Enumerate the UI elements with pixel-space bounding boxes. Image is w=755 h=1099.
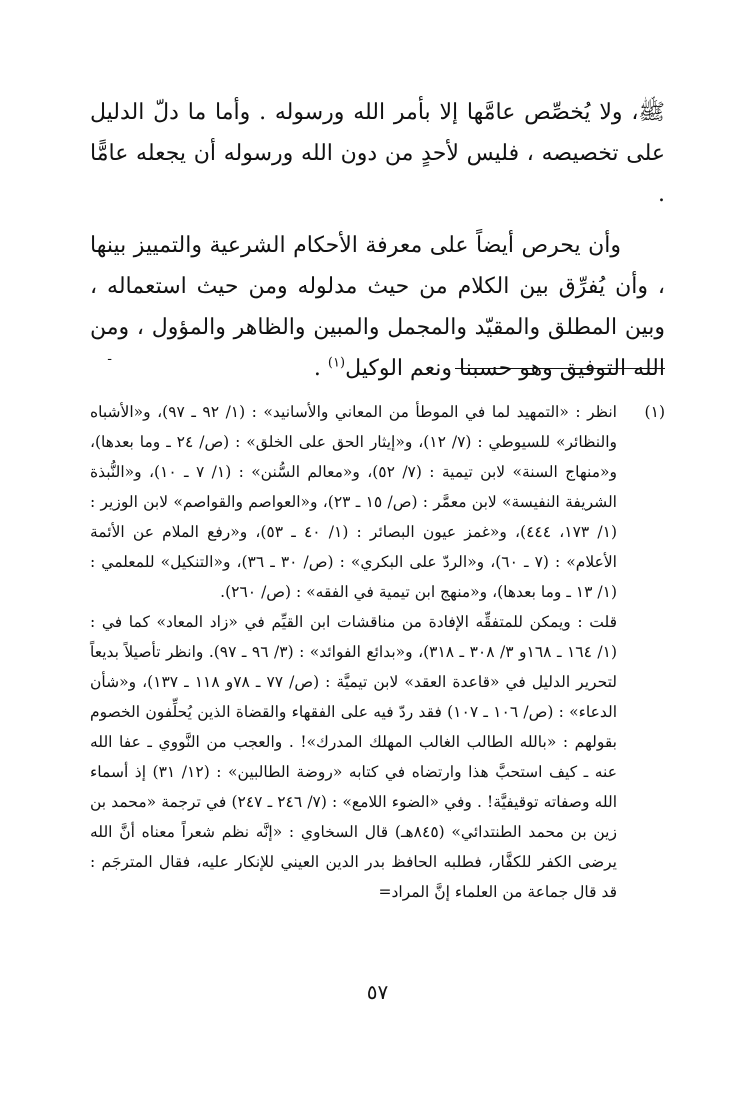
- footnote-paragraph-2: قلت : ويمكن للمتفقِّه الإفادة من مناقشات ابن القيِّم في «زاد المعاد» كما في : (١/ ١٦٤ ـ ١٦٨و ٣/ ٣٠٨ ـ ٣١٨)، و«بدائع الفوائد» : (٣/ ٩٦ ـ ٩٧). وانظر تأصيلاً بديعاً لتحرير الدليل في «قاعدة العقد» لابن تيميَّة : (ص/ ٧٧ ـ ٧٨و ١١٨ ـ ١٣٧)، و«شأن الدعاء» : (ص/ ١٠٦ ـ ١٠٧) فقد ردّ فيه على الفقهاء والقضاة الذين يُحلِّفون الخصوم بقولهم : «بالله الطالب الغالب المهلك المدرك»! . والعجب من النَّووي ـ عفا الله عنه ـ كيف استحبَّ هذا وارتضاه في كتابه «روضة الطالبين» : (١٢/ ٣١) إذ أسماء الله وصفاته توقيفيَّة! . وفي «الضوء اللامع» : (٧/ ٢٤٦ ـ ٢٤٧) في ترجمة «محمد بن زين بن محمد الطنتدائي» (٨٤٥هـ) قال السخاوي : «إنَّه نظم شعراً معناه أنَّ الله يرضى الكفر للكفَّار، فطلبه الحافظ بدر الدين العيني للإنكار عليه، فقال المترجَم : قد قال جماعة من العلماء إنَّ المراد=: [90, 613, 618, 901]
- main-paragraph-2: [90, 225, 665, 389]
- footnotes: [90, 397, 665, 907]
- footnote-number: (١): [644, 403, 665, 421]
- footnote-1: [90, 397, 665, 907]
- footnote-separator: [455, 368, 665, 369]
- page-number: ٥٧: [366, 980, 389, 1004]
- margin-mark: -: [107, 351, 112, 367]
- footnote-paragraph-1: انظر : «التمهيد لما في الموطأ من المعاني والأسانيد» : (١/ ٩٢ ـ ٩٧)، و«الأشباه والنظائر» للسيوطي : (٧/ ١٢)، و«إيثار الحق على الخلق» : (ص/ ٢٤ ـ وما بعدها)، و«منهاج السنة» لابن تيمية : (٧/ ٥٢)، و«معالم السُّنن» : (١/ ٧ ـ ١٠)، و«النُّبذة الشريفة النفيسة» لابن معمَّر : (ص/ ١٥ ـ ٢٣)، و«العواصم والقواصم» لابن الوزير : (١/ ١٧٣، ٤٤٤)، و«غمز عيون البصائر : (١/ ٤٠ ـ ٥٣)، و«رفع الملام عن الأئمة الأعلام» : (٧ ـ ٦٠)، و«الردّ على البكري» : (ص/ ٣٠ ـ ٣٦)، و«التنكيل» للمعلمي : (١/ ١٣ ـ وما بعدها)، و«منهج ابن تيمية في الفقه» : (ص/ ٢٦٠).: [90, 403, 618, 601]
- paragraph-end-mark: .: [313, 356, 321, 381]
- main-paragraph-1: ﷺ، ولا يُخصِّص عامَّها إلا بأمر الله ورسوله . وأما ما دلّ الدليل على تخصيصه ، فليس لأحدٍ من دون الله ورسوله أن يجعله عامًّا .: [90, 100, 665, 207]
- footnote-reference[interactable]: (١): [327, 355, 346, 371]
- main-text: [90, 92, 665, 389]
- main-paragraph-2-text: وأن يحرص أيضاً على معرفة الأحكام الشرعية والتمييز بينها ، وأن يُفرِّق بين الكلام من حيث مدلوله ومن حيث استعماله ، وبين المطلق والمقيّد والمجمل والمبين والظاهر والمؤول ، ومن الله التوفيق وهو حسبنا ونعم الوكيل: [90, 233, 665, 381]
